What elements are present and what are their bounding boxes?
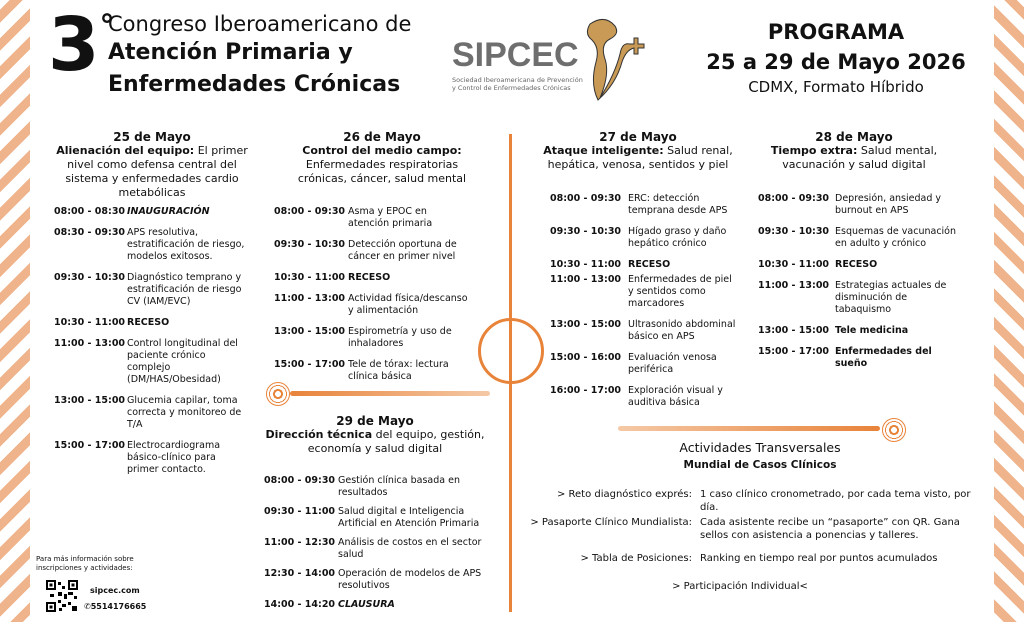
schedule-row: 15:00 - 17:00 Enfermedades del sueño [758,346,932,369]
schedule-row: 08:30 - 09:30 APS resolutiva, estratificación de riesgo, modelos exitosos. [54,227,245,262]
schedule-row: 11:00 - 13:00 Enfermedades de piel y sentidos como marcadores [550,274,732,309]
schedule-row: 10:30 - 11:00 RECESO [758,259,878,270]
ball-swoosh [290,391,490,396]
event-dates: 25 a 29 de Mayo 2026 [706,50,966,74]
transversal-label: > Tabla de Posiciones: [580,553,692,564]
transversal-label: > Reto diagnóstico exprés: [556,489,692,500]
transversal-title: Actividades Transversales [679,440,841,455]
day-theme: Dirección técnica del equipo, gestión, economía y salud digital [265,428,485,455]
day-theme: Alienación del equipo: El primer nivel como defensa central del sistema y enfermedades cardio metabólicas [56,144,248,199]
title-line-2: Atención Primaria y [108,40,353,65]
left-stripe-border [0,0,30,622]
day-28-column [756,130,952,172]
schedule-row: 15:00 - 17:00 Electrocardiograma básico-clínico para primer contacto. [54,440,221,475]
schedule-row: 08:00 - 08:30 INAUGURACIÓN [54,206,210,217]
sipcec-logo-text: SIPCEC [452,36,579,74]
schedule-row: 11:00 - 13:00 Estrategias actuales de disminución de tabaquismo [758,280,947,315]
center-field-circle [478,318,544,384]
schedule-row: 08:00 - 09:30 Depresión, ansiedad y burnout en APS [758,193,941,216]
schedule-row: 10:30 - 11:00 RECESO [54,317,170,328]
day-26-column [282,130,482,186]
title-line-1: Congreso Iberoamericano de [108,12,412,36]
day-25-schedule [54,206,250,485]
schedule-row: 11:00 - 13:00 Control longitudinal del paciente crónico complejo (DM/HAS/Obesidad) [54,338,238,385]
schedule-row: 10:30 - 11:00 RECESO [550,259,671,270]
schedule-row: 13:00 - 15:00 Glucemia capilar, toma correcta y monitoreo de T/A [54,395,242,430]
transversal-desc: Ranking en tiempo real por puntos acumulados [700,553,938,564]
day-title: 27 de Mayo [599,130,677,144]
schedule-row: 09:30 - 10:30 Esquemas de vacunación en adulto y crónico [758,226,957,249]
transversal-desc: Cada asistente recibe un “pasaporte” con QR. Gana sellos con asistencia a ponencias y talleres. [700,517,960,541]
title-line-3: Enfermedades Crónicas [108,72,401,97]
right-stripe-border [994,0,1024,622]
day-title: 26 de Mayo [343,130,421,144]
schedule-row: 08:00 - 09:30 Asma y EPOC en atención primaria [274,206,433,229]
day-27-column [540,130,736,172]
day-29-schedule [264,475,494,618]
day-theme: Tiempo extra: Salud mental, vacunación y salud digital [770,144,938,171]
congress-number: 3° [48,2,115,88]
schedule-row: 15:00 - 16:00 Evaluación venosa periférica [550,352,717,375]
schedule-row: 09:30 - 11:00 Salud digital e Inteligencia Artificial en Atención Primaria [264,506,480,529]
day-28-schedule [758,193,958,379]
schedule-row: 10:30 - 11:00 RECESO [274,272,391,283]
schedule-row: 13:00 - 15:00 Tele medicina [758,325,909,336]
schedule-row: 12:30 - 14:00 Operación de modelos de APS resolutivos [264,568,482,591]
schedule-row: 08:00 - 09:30 Gestión clínica basada en resultados [264,475,460,498]
schedule-row: 16:00 - 17:00 Exploración visual y auditiva básica [550,385,723,408]
event-place: CDMX, Formato Híbrido [748,78,924,96]
transversal-footer: > Participación Individual< [672,581,808,592]
schedule-row: 09:30 - 10:30 Diagnóstico temprano y estratificación de riesgo CV (IAM/EVC) [54,272,242,307]
schedule-row: 09:30 - 10:30 Hígado graso y daño hepático crónico [550,226,727,249]
schedule-row: 13:00 - 15:00 Ultrasonido abdominal básico en APS [550,319,736,342]
day-29-column [262,414,488,456]
soccer-ball-icon [882,418,906,442]
whatsapp-icon: ✆ [84,602,91,611]
sipcec-logo-subtitle: Sociedad Iberoamericana de Prevención y Control de Enfermedades Crónicas [452,76,583,92]
programa-heading: PROGRAMA [767,20,905,44]
day-title: 29 de Mayo [336,414,414,428]
soccer-ball-icon [266,382,290,406]
schedule-row: 13:00 - 15:00 Espirometría y uso de inhaladores [274,326,452,349]
phone-contact[interactable]: ✆5514176665 [84,602,147,611]
day-theme: Ataque inteligente: Salud renal, hepática, venosa, sentidos y piel [543,144,733,171]
transversal-label: > Pasaporte Clínico Mundialista: [530,517,692,528]
day-theme: Control del medio campo: Enfermedades respiratorias crónicas, cáncer, salud mental [297,144,467,185]
transversal-desc: 1 caso clínico cronometrado, por cada tema visto, por día. [700,489,971,513]
day-26-schedule [274,206,470,392]
schedule-row: 11:00 - 13:00 Actividad física/descanso y alimentación [274,293,468,316]
day-25-column [48,130,256,200]
schedule-row: 15:00 - 17:00 Tele de tórax: lectura clínica básica [274,359,449,382]
schedule-row: 14:00 - 14:20 CLAUSURA [264,599,395,610]
schedule-row: 09:30 - 10:30 Detección oportuna de cáncer en primer nivel [274,239,457,262]
ball-swoosh [618,426,880,431]
day-title: 25 de Mayo [113,130,191,144]
website-link[interactable]: sipcec.com [90,586,140,595]
day-27-schedule [550,193,740,418]
schedule-row: 08:00 - 09:30 ERC: detección temprana desde APS [550,193,728,216]
schedule-row: 11:00 - 12:30 Análisis de costos en el sector salud [264,537,482,560]
contact-info-text: Para más información sobre inscripciones y actividades: [36,555,134,572]
transversal-subtitle: Mundial de Casos Clínicos [683,459,837,471]
qr-code-icon[interactable] [46,580,78,612]
day-title: 28 de Mayo [815,130,893,144]
